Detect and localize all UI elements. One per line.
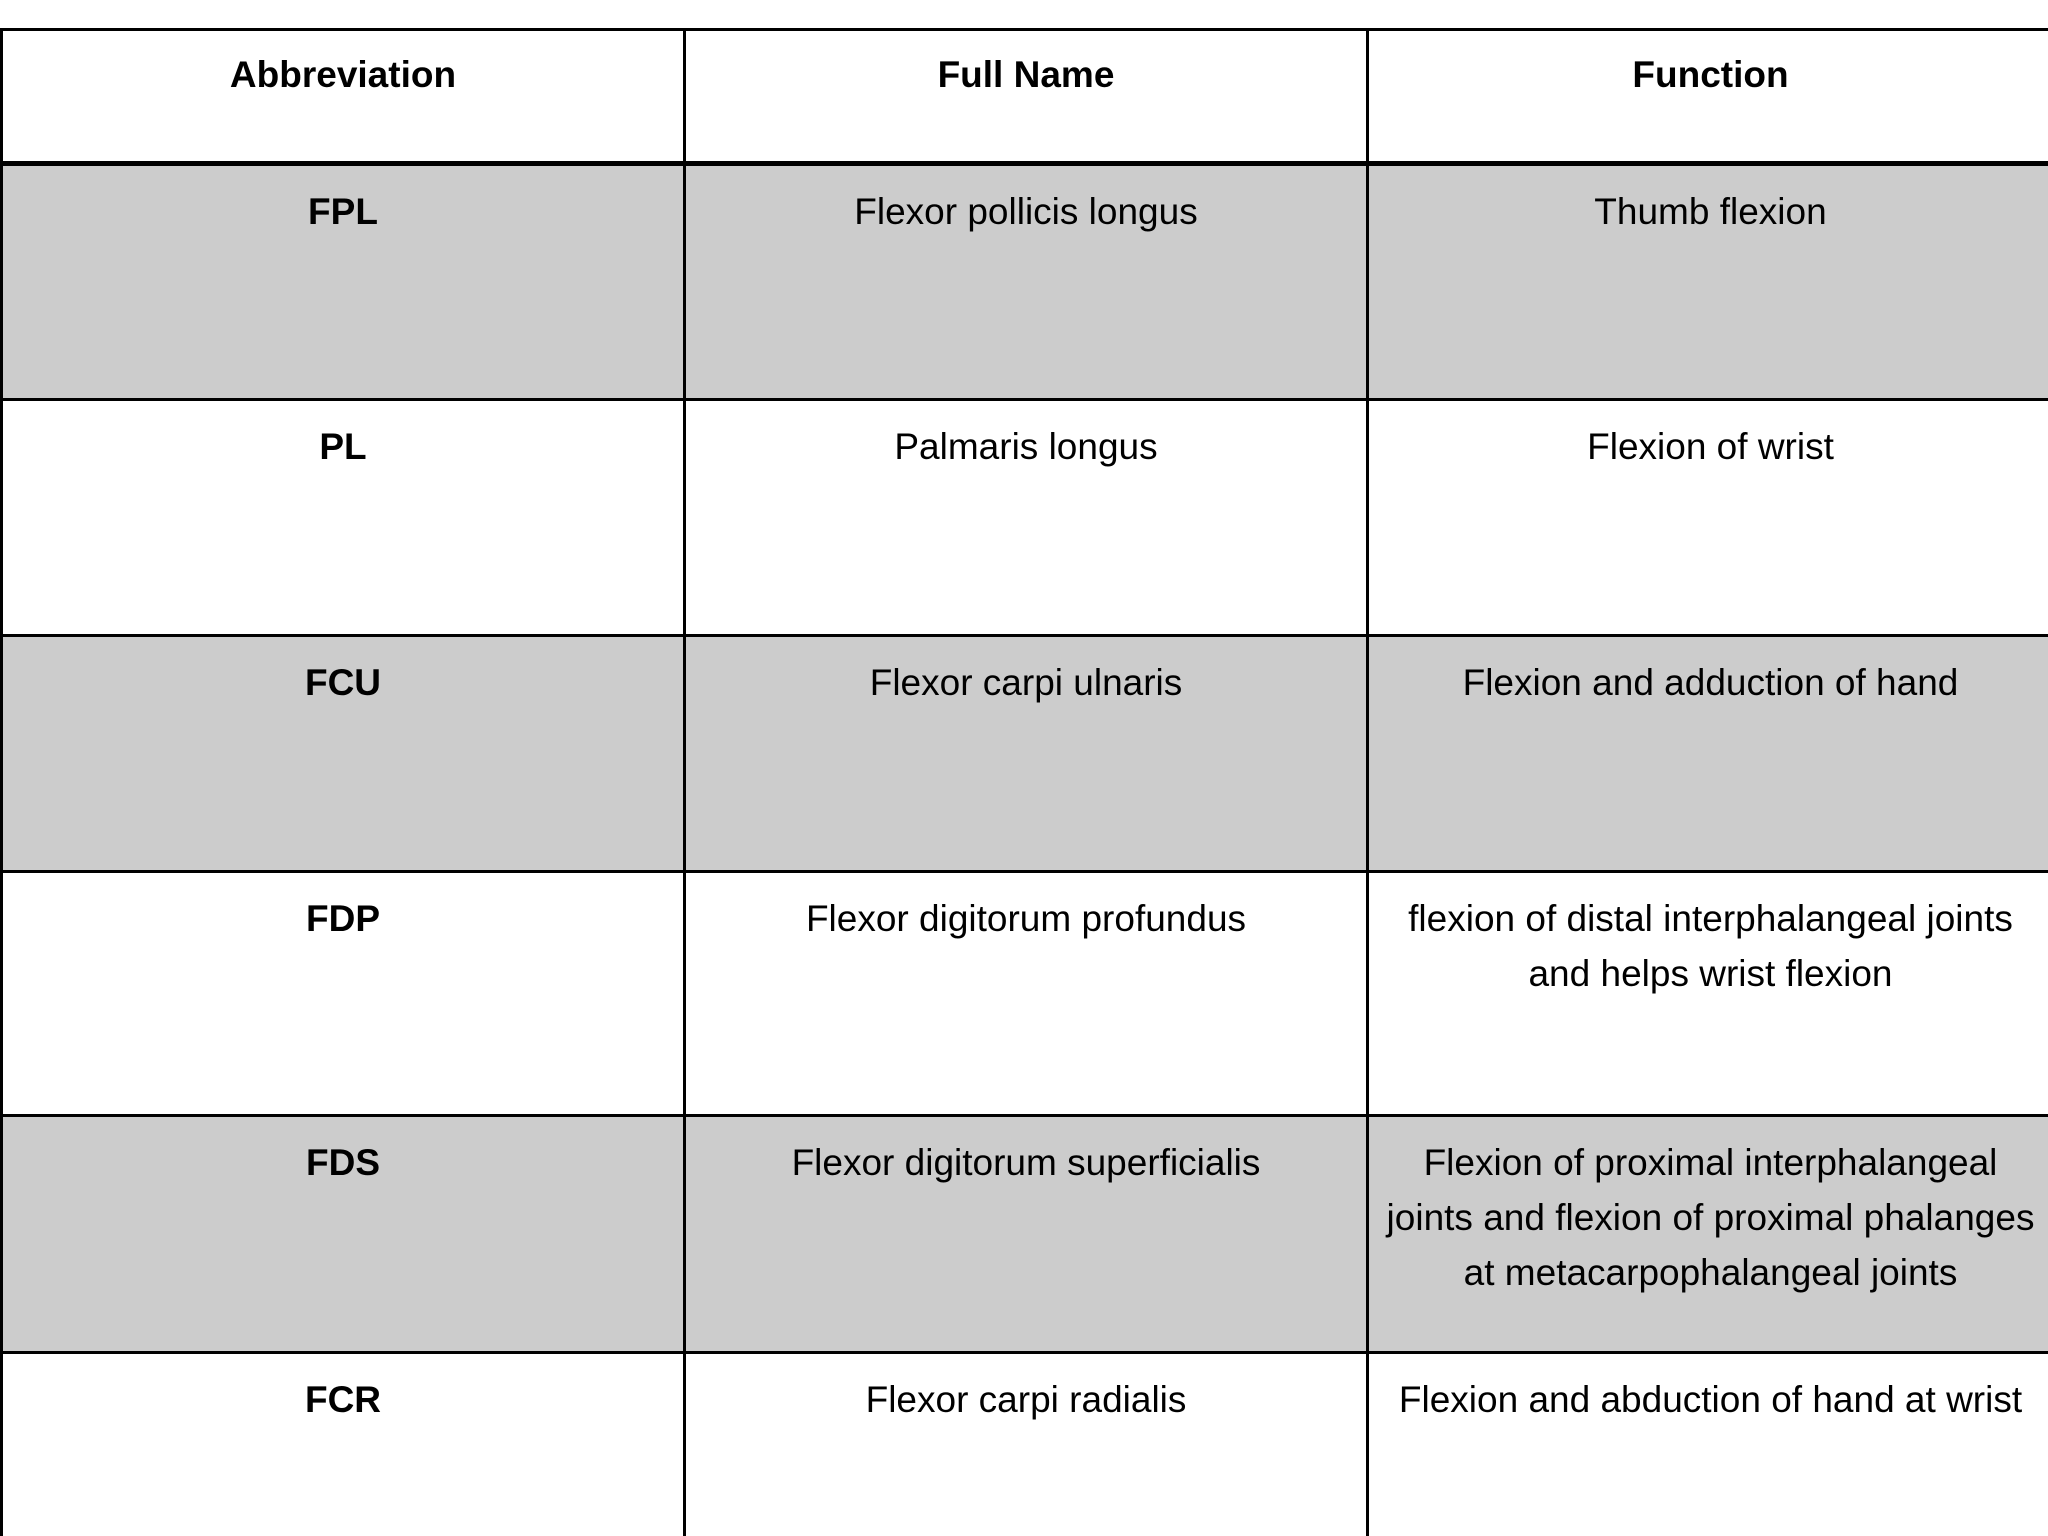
cell-abbreviation: FCU	[2, 636, 685, 872]
cell-full-name: Flexor digitorum profundus	[685, 872, 1368, 1116]
muscle-function-table	[0, 28, 2048, 1536]
header-abbreviation: Abbreviation	[2, 30, 685, 164]
cell-abbreviation: FDS	[2, 1116, 685, 1353]
cell-full-name: Flexor carpi ulnaris	[685, 636, 1368, 872]
cell-full-name: Palmaris longus	[685, 400, 1368, 636]
table-row	[2, 400, 2048, 636]
table-row	[2, 872, 2048, 1116]
cell-function: Flexion of proximal interphalangeal joints and flexion of proximal phalanges at metacarpophalangeal joints	[1368, 1116, 2048, 1353]
cell-abbreviation: FCR	[2, 1353, 685, 1536]
cell-abbreviation: FPL	[2, 164, 685, 400]
table-row	[2, 1353, 2048, 1536]
table-row	[2, 1116, 2048, 1353]
cell-function: flexion of distal interphalangeal joints and helps wrist flexion	[1368, 872, 2048, 1116]
table-header-row	[2, 30, 2048, 164]
table-row	[2, 164, 2048, 400]
cell-function: Flexion and adduction of hand	[1368, 636, 2048, 872]
header-full-name: Full Name	[685, 30, 1368, 164]
cell-full-name: Flexor pollicis longus	[685, 164, 1368, 400]
cell-function: Flexion and abduction of hand at wrist	[1368, 1353, 2048, 1536]
cell-function: Flexion of wrist	[1368, 400, 2048, 636]
cell-full-name: Flexor carpi radialis	[685, 1353, 1368, 1536]
table-row	[2, 636, 2048, 872]
cell-abbreviation: PL	[2, 400, 685, 636]
cell-function: Thumb flexion	[1368, 164, 2048, 400]
cell-abbreviation: FDP	[2, 872, 685, 1116]
header-function: Function	[1368, 30, 2048, 164]
cell-full-name: Flexor digitorum superficialis	[685, 1116, 1368, 1353]
